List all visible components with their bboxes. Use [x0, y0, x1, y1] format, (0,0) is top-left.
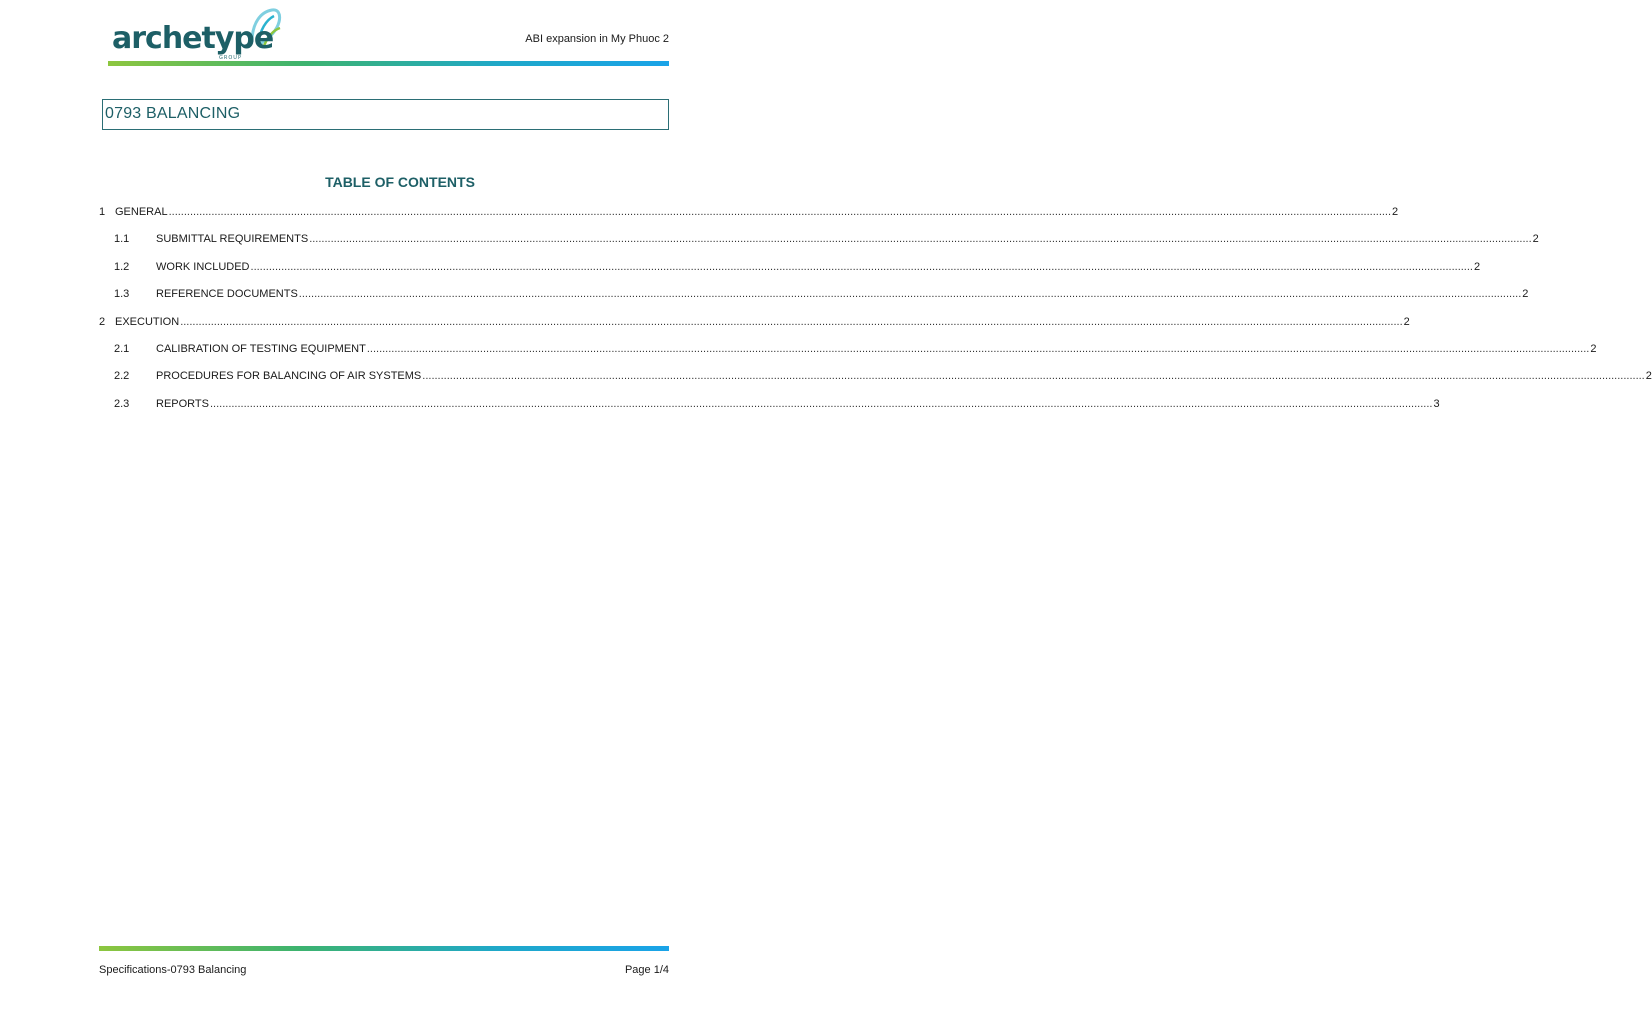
toc-entry-number: 1.2 — [114, 261, 130, 273]
header-project-name: ABI expansion in My Phuoc 2 — [525, 33, 669, 45]
toc-leader-dots: ................................................................................................................................................................................................................................................................................................................................................................................................................ — [180, 316, 1403, 328]
toc-entry-submittal-requirements[interactable] — [99, 230, 1539, 246]
toc-entry-page: 2 — [1590, 343, 1597, 355]
toc-entry-page: 2 — [1403, 316, 1410, 328]
toc-entry-reports[interactable] — [99, 395, 1440, 411]
logo-wordmark: archetype — [112, 21, 274, 56]
toc-entry-label: PROCEDURES FOR BALANCING OF AIR SYSTEMS — [156, 370, 422, 382]
toc-entry-number: 1.1 — [114, 233, 130, 245]
toc-entry-label: CALIBRATION OF TESTING EQUIPMENT — [156, 343, 366, 355]
toc-leader-dots: ................................................................................................................................................................................................................................................................................................................................................................................................................ — [366, 343, 1590, 355]
toc-entry-label: WORK INCLUDED — [156, 261, 250, 273]
toc-heading: TABLE OF CONTENTS — [325, 174, 475, 190]
toc-entry-page: 2 — [1473, 261, 1481, 273]
toc-leader-dots: ................................................................................................................................................................................................................................................................................................................................................................................................................ — [209, 398, 1433, 410]
footer-document-name: Specifications-0793 Balancing — [99, 964, 247, 976]
toc-entry-label: SUBMITTAL REQUIREMENTS — [156, 233, 309, 245]
toc-entry-number: 1 — [99, 206, 106, 218]
toc-leader-dots: ................................................................................................................................................................................................................................................................................................................................................................................................................ — [309, 233, 1532, 245]
archetype-logo — [112, 8, 282, 64]
toc-entry-label: GENERAL — [115, 206, 168, 218]
toc-leader-dots: ................................................................................................................................................................................................................................................................................................................................................................................................................ — [250, 261, 1473, 273]
toc-entry-label: EXECUTION — [115, 316, 180, 328]
document-title: 0793 BALANCING — [105, 105, 241, 122]
toc-entry-general[interactable] — [99, 203, 1399, 219]
toc-entry-number: 2.3 — [114, 398, 130, 410]
toc-entry-label: REFERENCE DOCUMENTS — [156, 288, 298, 300]
toc-entry-execution[interactable] — [99, 313, 1410, 329]
toc-entry-calibration-of-testing-equipment[interactable] — [99, 340, 1597, 356]
document-title-box — [102, 99, 669, 130]
toc-entry-number: 1.3 — [114, 288, 130, 300]
toc-entry-page: 2 — [1645, 370, 1652, 382]
toc-leader-dots: ................................................................................................................................................................................................................................................................................................................................................................................................................ — [168, 206, 1392, 218]
toc-entry-label: REPORTS — [156, 398, 209, 410]
toc-entry-reference-documents[interactable] — [99, 285, 1529, 301]
toc-entry-number: 2.2 — [114, 370, 130, 382]
toc-entry-page: 2 — [1522, 288, 1529, 300]
logo-subtext: GROUP — [219, 55, 242, 61]
footer-page-number: Page 1/4 — [624, 964, 669, 976]
toc-leader-dots: ................................................................................................................................................................................................................................................................................................................................................................................................................ — [422, 370, 1645, 382]
toc-entry-page: 2 — [1532, 233, 1539, 245]
toc-entry-page: 2 — [1392, 206, 1399, 218]
toc-entry-number: 2.1 — [114, 343, 130, 355]
toc-entry-number: 2 — [99, 316, 106, 328]
toc-entry-procedures-for-balancing[interactable] — [99, 367, 1652, 383]
toc-leader-dots: ................................................................................................................................................................................................................................................................................................................................................................................................................ — [298, 288, 1522, 300]
header-gradient-bar — [108, 61, 669, 66]
footer-gradient-bar — [99, 946, 669, 951]
toc-entry-work-included[interactable] — [99, 258, 1481, 274]
toc-entry-page: 3 — [1433, 398, 1440, 410]
